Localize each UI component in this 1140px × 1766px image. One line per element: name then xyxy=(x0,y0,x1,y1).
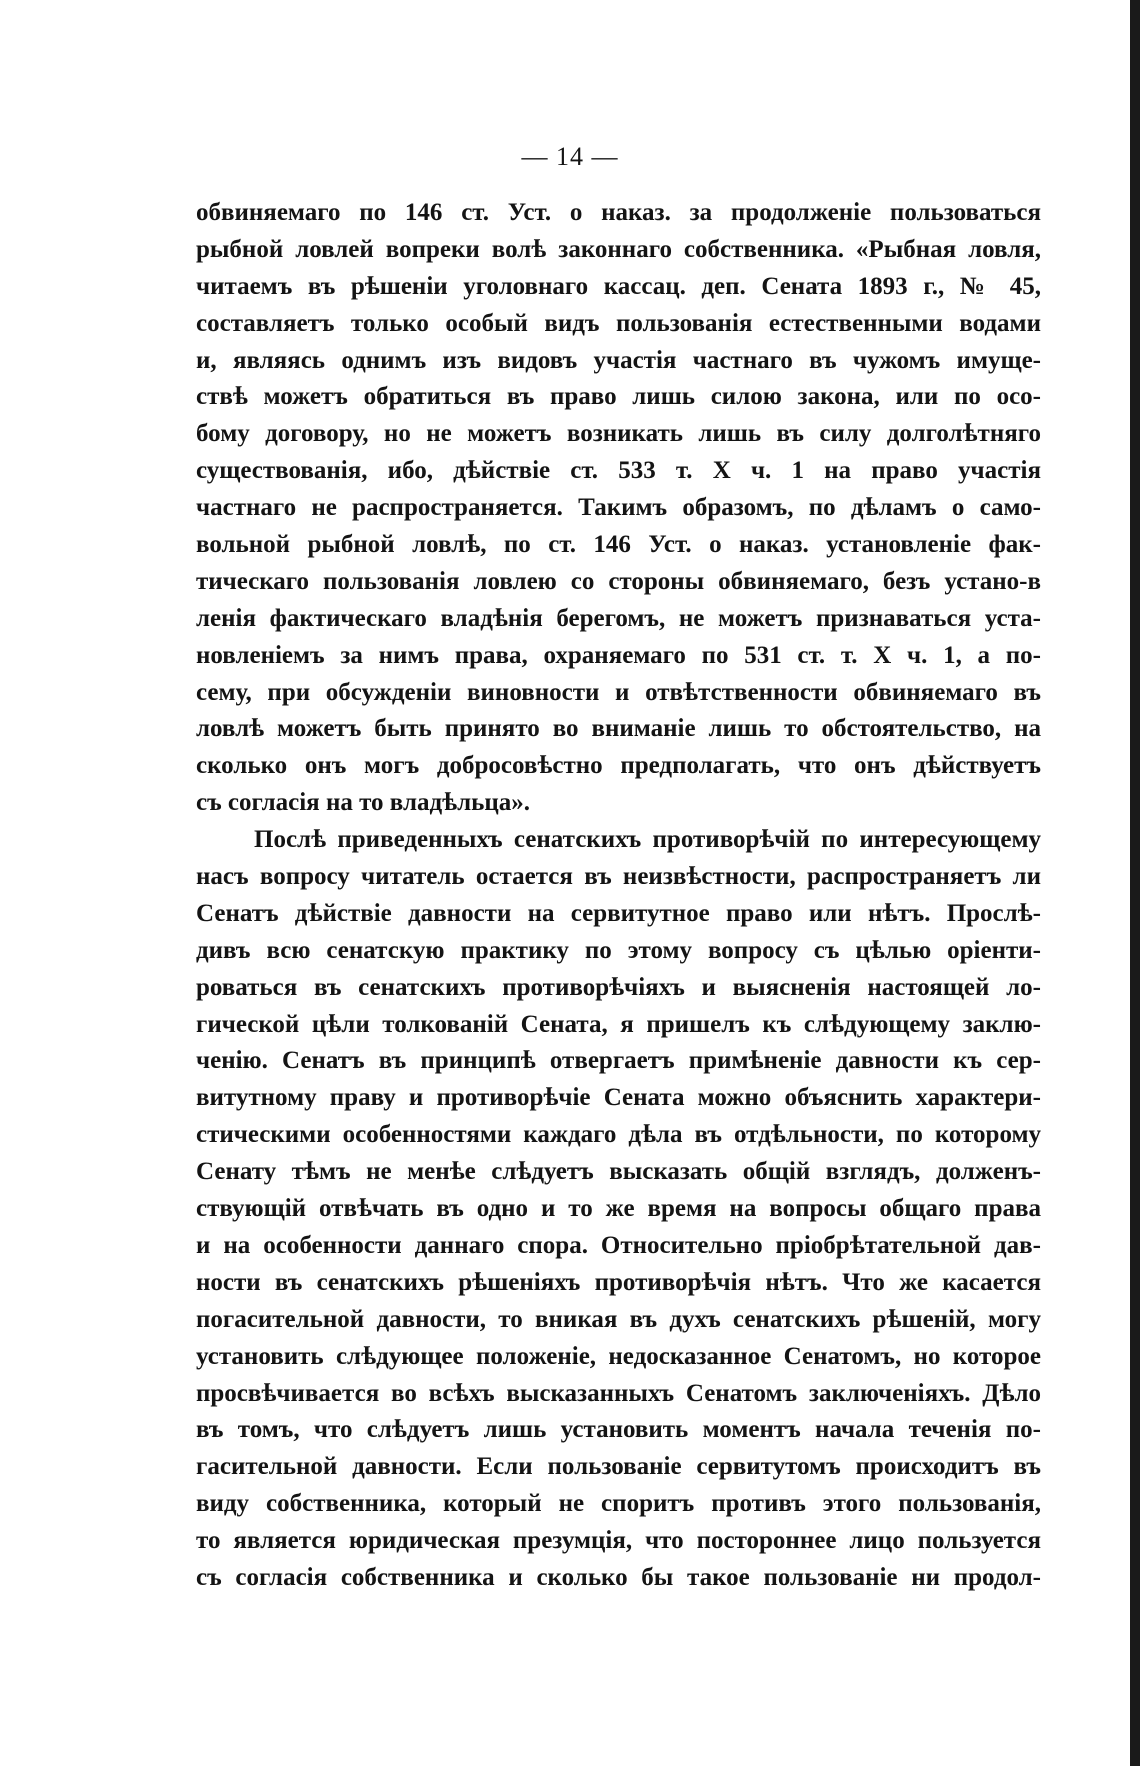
text-line: гической цѣли толкованій Сената, я пришелъ къ слѣдующему заклю- xyxy=(196,1010,1041,1038)
text-line: ленія фактическаго владѣнія берегомъ, не можетъ признаваться уста- xyxy=(196,604,1041,632)
text-line: новленіемъ за нимъ права, охраняемаго по 531 ст. т. X ч. 1, а по- xyxy=(196,641,1041,669)
text-line: частнаго не распространяется. Такимъ образомъ, по дѣламъ о само- xyxy=(196,494,1041,522)
text-line: сколько онъ могъ добросовѣстно предполагать, что онъ дѣйствуетъ xyxy=(196,752,1041,780)
text-line: вольной рыбной ловлѣ, по ст. 146 Уст. о наказ. установленіе фак- xyxy=(196,531,1041,559)
text-line: ствѣ можетъ обратиться въ право лишь силою закона, или по осо- xyxy=(196,383,1041,411)
text-line: ловлѣ можетъ быть принято во вниманіе лишь то обстоятельство, на xyxy=(196,715,1041,743)
text-line: ности въ сенатскихъ рѣшеніяхъ противорѣчія нѣтъ. Что же касается xyxy=(196,1268,1041,1296)
text-line: виду собственника, который не споритъ противъ этого пользованія, xyxy=(196,1490,1041,1518)
text-line: погасительной давности, то вникая въ духъ сенатскихъ рѣшеній, могу xyxy=(196,1305,1041,1333)
text-line: Послѣ приведенныхъ сенатскихъ противорѣчій по интересующему xyxy=(254,826,1041,854)
body-text xyxy=(196,195,1041,1597)
text-line: Сенату тѣмъ не менѣе слѣдуетъ высказать общій взглядъ, долженъ- xyxy=(196,1158,1041,1186)
text-line: Сенатъ дѣйствіе давности на сервитутное право или нѣтъ. Прослѣ- xyxy=(196,899,1041,927)
text-line: и, являясь однимъ изъ видовъ участія частнаго въ чужомъ имуще- xyxy=(196,346,1041,374)
text-line: витутному праву и противорѣчіе Сената можно объяснить характери- xyxy=(196,1084,1041,1112)
text-line: ствующій отвѣчать въ одно и то же время на вопросы общаго права xyxy=(196,1195,1041,1223)
text-line: просвѣчивается во всѣхъ высказанныхъ Сенатомъ заключеніяхъ. Дѣло xyxy=(196,1379,1041,1407)
text-line: и на особенности даннаго спора. Относительно пріобрѣтательной дав- xyxy=(196,1231,1041,1259)
text-line: рыбной ловлей вопреки волѣ законнаго собственника. «Рыбная ловля, xyxy=(196,235,1041,263)
text-line: стическими особенностями каждаго дѣла въ отдѣльности, по которому xyxy=(196,1121,1041,1149)
text-line: съ согласія собственника и сколько бы такое пользованіе ни продол- xyxy=(196,1563,1041,1591)
text-line: читаемъ въ рѣшеніи уголовнаго кассац. деп. Сената 1893 г., № 45, xyxy=(196,272,1041,300)
text-line: сему, при обсужденіи виновности и отвѣтственности обвиняемаго въ xyxy=(196,678,1041,706)
text-line: насъ вопросу читатель остается въ неизвѣстности, распространяетъ ли xyxy=(196,863,1041,891)
text-line: въ томъ, что слѣдуетъ лишь установить моментъ начала теченія по- xyxy=(196,1416,1041,1444)
text-line: съ согласія на то владѣльца». xyxy=(196,789,531,817)
page-number: — 14 — xyxy=(521,142,619,171)
page-edge-shadow xyxy=(1130,0,1140,1766)
paragraph xyxy=(196,195,1041,822)
text-line: ченію. Сенатъ въ принципѣ отвергаетъ примѣненіе давности къ сер- xyxy=(196,1047,1041,1075)
text-line: дивъ всю сенатскую практику по этому вопросу съ цѣлью оріенти- xyxy=(196,936,1041,964)
text-line: тическаго пользованія ловлею со стороны обвиняемаго, безъ устано-в xyxy=(196,567,1041,595)
text-line: составляетъ только особый видъ пользованія естественными водами xyxy=(196,309,1041,337)
text-line: роваться въ сенатскихъ противорѣчіяхъ и выясненія настоящей ло- xyxy=(196,973,1041,1001)
text-line: существованія, ибо, дѣйствіе ст. 533 т. X ч. 1 на право участія xyxy=(196,457,1041,485)
text-line: обвиняемаго по 146 ст. Уст. о наказ. за продолженіе пользоваться xyxy=(196,199,1041,226)
text-line: то является юридическая презумція, что постороннее лицо пользуется xyxy=(196,1527,1041,1555)
text-line: гасительной давности. Если пользованіе сервитутомъ происходитъ въ xyxy=(196,1453,1041,1481)
text-line: установить слѣдующее положеніе, недосказанное Сенатомъ, но которое xyxy=(196,1342,1041,1370)
text-line: бому договору, но не можетъ возникать лишь въ силу долголѣтняго xyxy=(196,420,1041,448)
paragraph xyxy=(196,822,1041,1597)
